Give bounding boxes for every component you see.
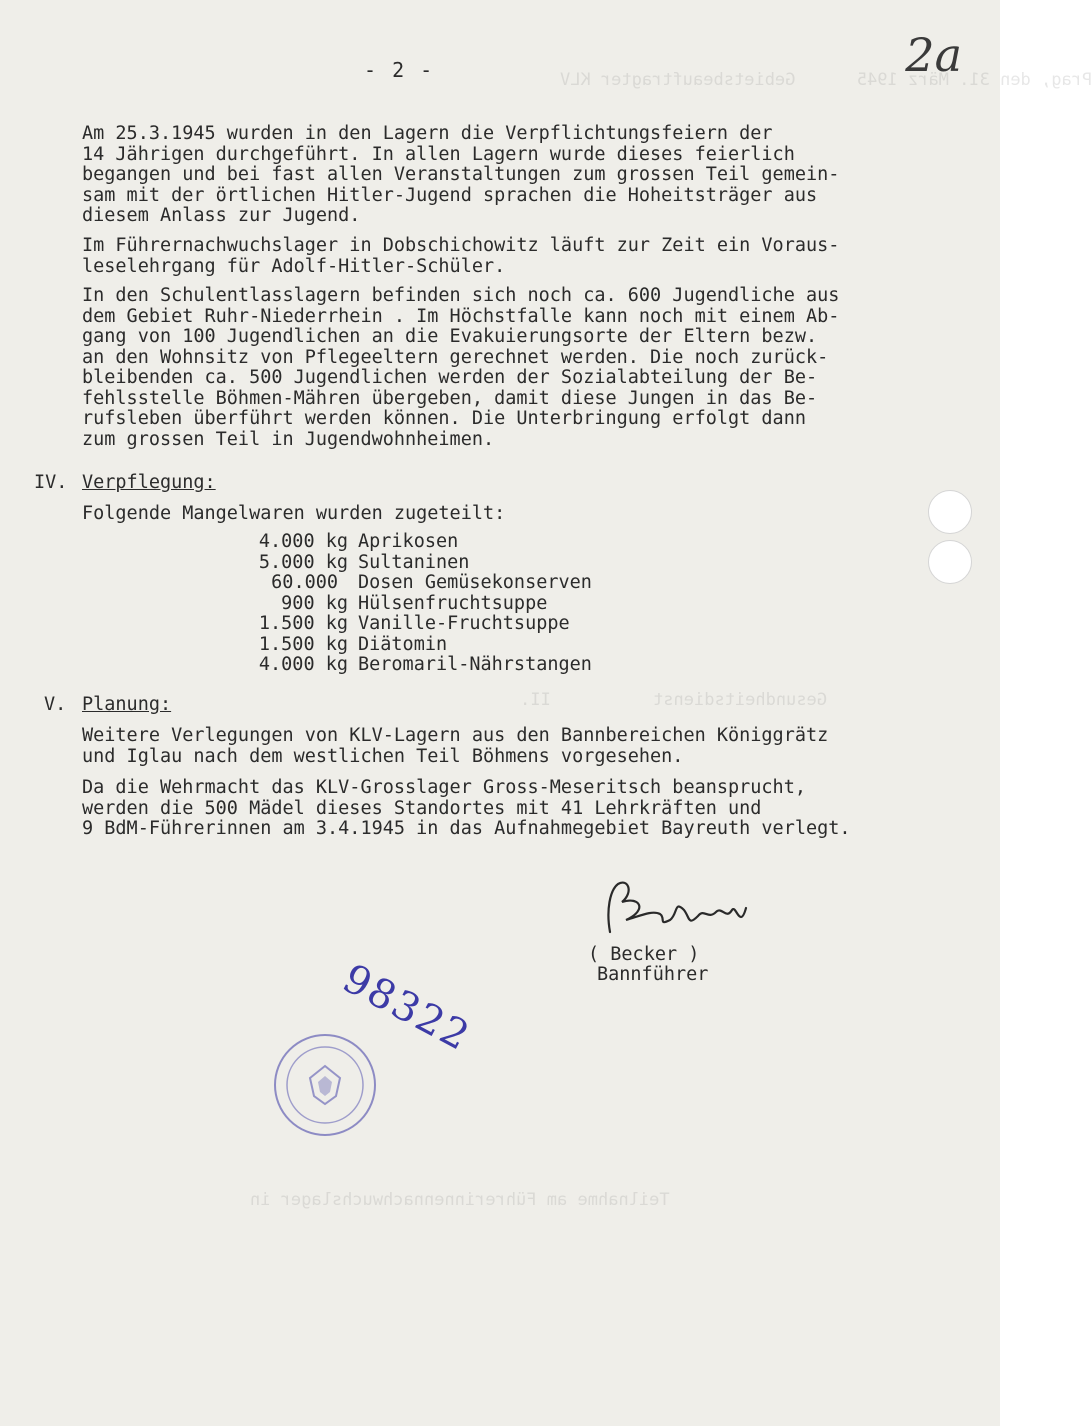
supply-quantity: 900 kg [281, 592, 348, 614]
signatory-role: Bannführer [597, 964, 709, 985]
supply-quantity: 4.000 kg [258, 654, 348, 675]
supply-row [228, 635, 592, 656]
signatory-name: ( Becker ) [588, 944, 700, 965]
supply-item: Dosen Gemüsekonserven [358, 572, 592, 593]
archive-stamp-number: 98322 [335, 955, 479, 1061]
section-4-number: IV. [34, 472, 68, 493]
supply-quantity: 5.000 kg [258, 551, 348, 573]
supply-row [228, 532, 592, 553]
supply-list [228, 532, 592, 676]
paragraph-2: Im Führernachwuchslager in Dobschichowitz läuft zur Zeit ein Voraus- leselehrgang für Adolf-Hitler-Schüler. [82, 235, 840, 277]
supply-item: Diätomin [358, 633, 448, 655]
supply-item: Sultaninen [358, 551, 470, 573]
paragraph-3: In den Schulentlasslagern befinden sich noch ca. 600 Jugendliche aus dem Gebiet Ruhr-Niederrhein . Im Höchstfalle kann noch mit einem Ab- gang von 100 Jugendlichen an die Evakuierungsorte der Eltern bezw. an den Wohnsitz von Pflegeeltern gerechnet werden. Die noch zurück- bleibenden ca. 500 Jugendlichen werden der Sozialabteilung der Be- fehlsstelle Böhmen-Mähren übergeben, damit diese Jungen in das Be- rufsleben überführt werden können. Die Unterbringung erfolgt dann zum grossen Teil in Jugendwohnheimen. [82, 285, 840, 450]
bleed-through-text: Gesundheitsdienst II. [520, 690, 828, 710]
bleed-through-header: Prag, den 31. März 1945 Gebietsbeauftragter KLV [560, 70, 1092, 90]
page-number: - 2 - [364, 58, 435, 82]
supply-quantity: 60.000 [271, 572, 338, 593]
section-4-intro: Folgende Mangelwaren wurden zugeteilt: [82, 503, 506, 524]
supply-row [228, 594, 592, 615]
supply-row [228, 614, 592, 635]
pencil-annotation: 2a [905, 28, 962, 82]
official-seal-icon [270, 1030, 380, 1140]
section-5-title: Planung: [82, 694, 172, 715]
supply-row [228, 573, 592, 594]
supply-item: Vanille-Fruchtsuppe [358, 613, 570, 634]
section-5-paragraph-2: Da die Wehrmacht das KLV-Grosslager Gross-Meseritsch beansprucht, werden die 500 Mädel dieses Standortes mit 41 Lehrkräften und 9 BdM-Führerinnen am 3.4.1945 in das Aufnahmegebiet Bayreuth verlegt. [82, 777, 851, 839]
punch-hole [928, 540, 972, 584]
bleed-through-text-2: Teilnahme am Führerinnennachwuchslager in [250, 1190, 670, 1210]
supply-quantity: 1.500 kg [258, 613, 348, 634]
supply-item: Aprikosen [358, 531, 459, 552]
supply-row [228, 553, 592, 574]
section-5-paragraph-1: Weitere Verlegungen von KLV-Lagern aus den Bannbereichen Königgrätz und Iglau nach dem westlichen Teil Böhmens vorgesehen. [82, 725, 829, 767]
handwritten-signature [600, 880, 770, 940]
punch-hole [928, 490, 972, 534]
supply-item: Beromaril-Nährstangen [358, 654, 592, 675]
section-4-title: Verpflegung: [82, 472, 216, 493]
supply-quantity: 4.000 kg [258, 531, 348, 552]
paragraph-1: Am 25.3.1945 wurden in den Lagern die Verpflichtungsfeiern der 14 Jährigen durchgeführt. In allen Lagern wurde dieses feierlich begangen und bei fast allen Veranstaltungen zum grossen Teil gemein- sam mit der örtlichen Hitler-Jugend sprachen die Hoheitsträger aus diesem Anlass zur Jugend. [82, 123, 840, 226]
section-5-number: V. [44, 694, 67, 715]
supply-item: Hülsenfruchtsuppe [358, 592, 548, 614]
supply-quantity: 1.500 kg [258, 633, 348, 655]
supply-row [228, 655, 592, 676]
